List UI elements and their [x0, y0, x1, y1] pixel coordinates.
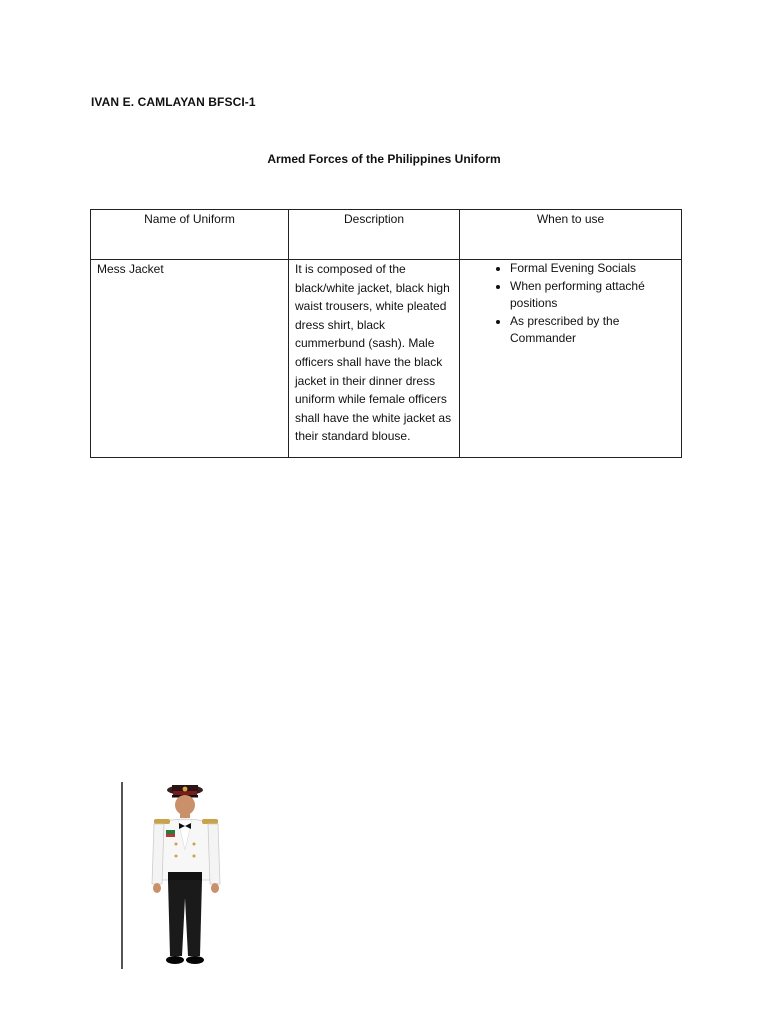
when-to-use-cell — [460, 260, 682, 458]
vertical-divider — [121, 782, 123, 969]
list-item: • Formal Evening Socials — [510, 260, 675, 278]
column-header-description: Description — [289, 210, 460, 260]
when-to-use-list — [466, 260, 675, 348]
column-header-name: Name of Uniform — [91, 210, 289, 260]
uniform-description-cell: It is composed of the black/white jacket, black high waist trousers, white pleated dress shirt, black cummerbund (sash). Male officers shall have the black jacket in their dinner dress uniform while female officers shall have the white jacket as their standard blouse. — [289, 260, 460, 458]
uniform-table — [90, 209, 682, 458]
list-item: • As prescribed by the Commander — [510, 313, 675, 348]
list-item: • When performing attaché positions — [510, 278, 675, 313]
column-header-when: When to use — [460, 210, 682, 260]
document-title: Armed Forces of the Philippines Uniform — [267, 152, 501, 166]
uniform-name-cell: Mess Jacket — [91, 260, 289, 458]
mess-jacket-uniform-image — [140, 780, 232, 970]
author-line: IVAN E. CAMLAYAN BFSCI-1 — [91, 95, 256, 109]
table-header-row — [91, 210, 682, 260]
table-row — [91, 260, 682, 458]
